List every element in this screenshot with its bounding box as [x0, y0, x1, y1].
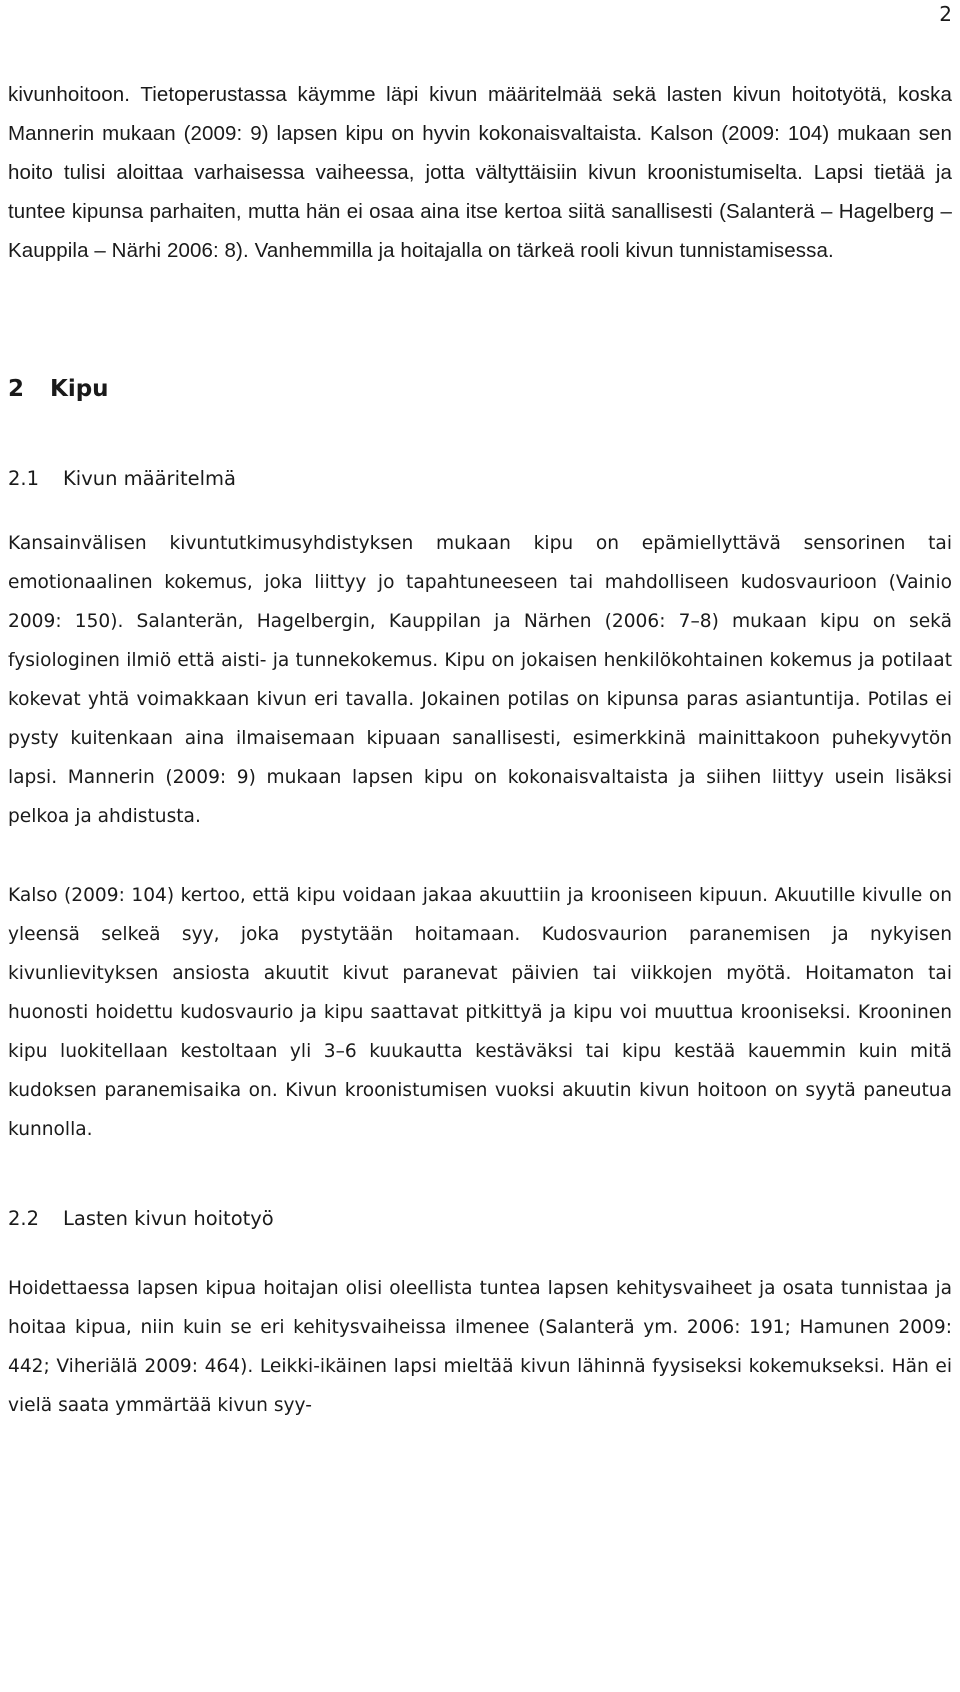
subsection-heading-kivun-maaritelma [8, 464, 952, 494]
subsection-number: 2.2 [8, 1207, 40, 1230]
intro-paragraph: kivunhoitoon. Tietoperustassa käymme läpi kivun määritelmää sekä lasten kivun hoitotyötä, koska Mannerin mukaan (2009: 9) lapsen kipu on hyvin kokonaisvaltaista. Kalson (2009: 104) mukaan sen hoito tulisi aloittaa varhaisessa vaiheessa, jotta vältyttäisiin kivun kroonistumiselta. Lapsi tietää ja tuntee kipunsa parhaiten, mutta hän ei osaa aina itse kertoa siitä sanallisesti (Salanterä – Hagelberg – Kauppila – Närhi 2006: 8). Vanhemmilla ja hoitajalla on tärkeä rooli kivun tunnistamisessa. [8, 83, 952, 262]
subsection-title: Lasten kivun hoitotyö [63, 1207, 274, 1230]
subsection-title: Kivun määritelmä [63, 467, 236, 490]
section-title: Kipu [50, 376, 109, 402]
body-paragraph: Kansainvälisen kivuntutkimusyhdistyksen mukaan kipu on epämiellyttävä sensorinen tai emotionaalinen kokemus, joka liittyy jo tapahtuneeseen tai mahdolliseen kudosvaurioon (Vainio 2009: 150). Salanterän, Hagelbergin, Kauppilan ja Närhen (2006: 7–8) mukaan kipu on sekä fysiologinen ilmiö että aisti- ja tunnekokemus. Kipu on jokaisen henkilökohtainen kokemus ja potilaat kokevat yhtä voimakkaan kivun eri tavalla. Jokainen potilas on kipunsa paras asiantuntija. Potilas ei pysty kuitenkaan aina ilmaisemaan kipuaan sanallisesti, esimerkkinä mainittakoon puhekyvytön lapsi. Mannerin (2009: 9) mukaan lapsen kipu on kokonaisvaltaista ja siihen liittyy usein lisäksi pelkoa ja ahdistusta. [8, 533, 952, 827]
body-paragraph: Kalso (2009: 104) kertoo, että kipu voidaan jakaa akuuttiin ja krooniseen kipuun. Akuutille kivulle on yleensä selkeä syy, joka pystytään hoitamaan. Kudosvaurion paranemisen ja nykyisen kivunlievityksen ansiosta akuutit kivut paranevat päivien tai viikkojen myötä. Hoitamaton tai huonosti hoidettu kudosvaurio ja kipu saattavat pitkittyä ja kipu voi muuttua krooniseksi. Krooninen kipu luokitellaan kestoltaan yli 3–6 kuukautta kestäväksi tai kipu kestää kauemmin kuin mitä kudoksen paranemisaika on. Kivun kroonistumisen vuoksi akuutin kivun hoitoon on syytä paneutua kunnolla. [8, 885, 952, 1140]
section-number: 2 [8, 376, 25, 402]
subsection-heading-lasten-kivun-hoitotyo [8, 1204, 952, 1234]
section-heading-kipu [8, 374, 952, 404]
body-paragraph: Hoidettaessa lapsen kipua hoitajan olisi oleellista tuntea lapsen kehitysvaiheet ja osata tunnistaa ja hoitaa kipua, niin kuin se eri kehitysvaiheissa ilmenee (Salanterä ym. 2006: 191; Hamunen 2009: 442; Viheriälä 2009: 464). Leikki-ikäinen lapsi mieltää kivun lähinnä fyysiseksi kokemukseksi. Hän ei vielä saata ymmärtää kivun syy- [8, 1278, 952, 1416]
page-number: 2 [939, 2, 952, 26]
document-body [8, 75, 952, 1425]
subsection-number: 2.1 [8, 467, 40, 490]
